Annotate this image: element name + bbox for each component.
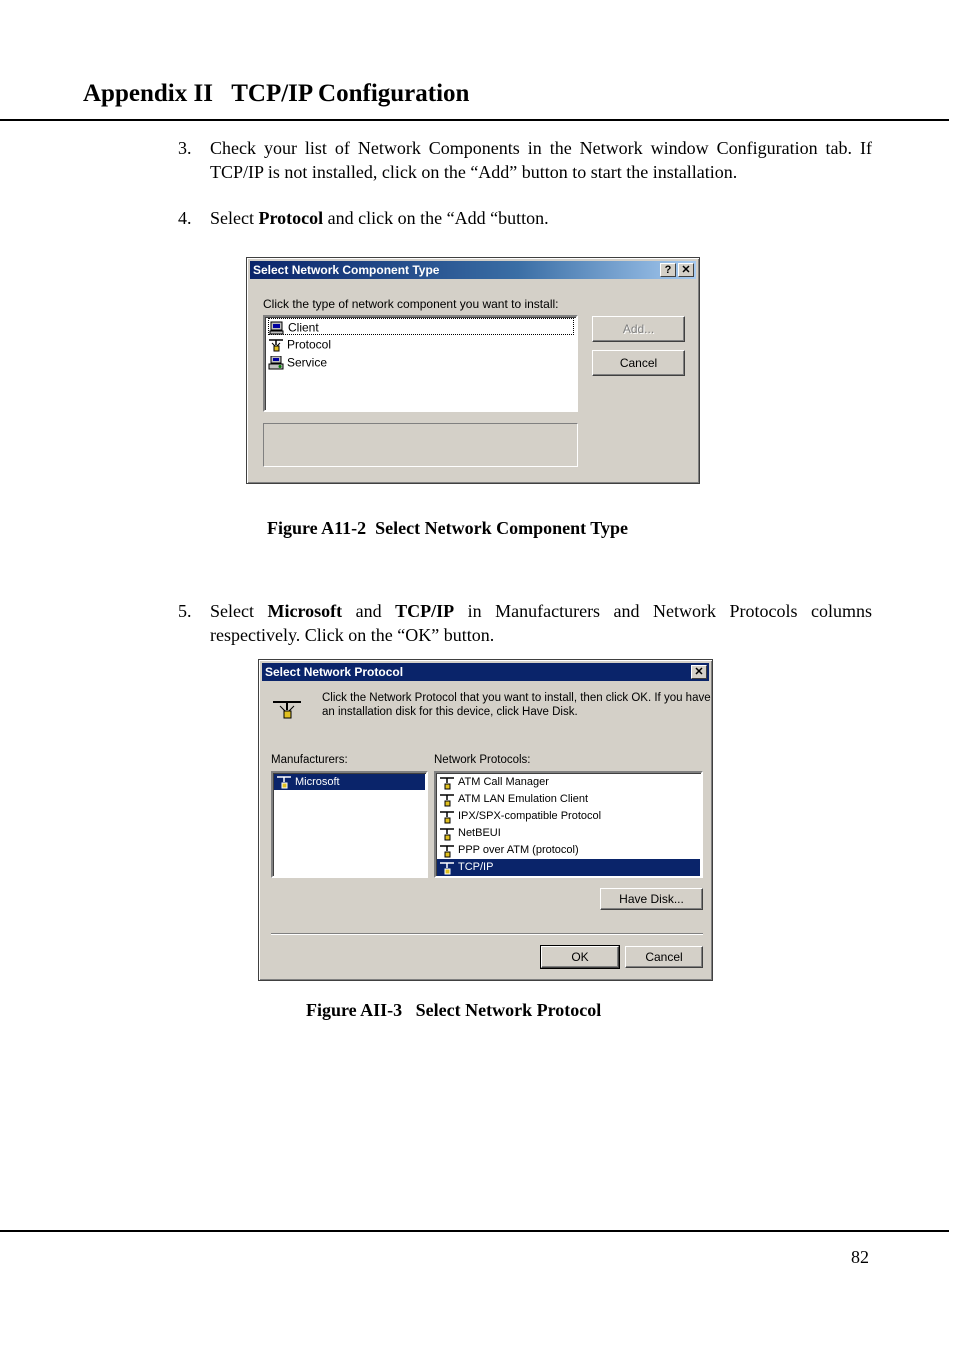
page-title: Appendix II TCP/IP Configuration — [83, 80, 470, 107]
step-number: 4. — [178, 208, 192, 228]
protocol-icon — [439, 793, 455, 807]
list-item-ipx-spx[interactable]: IPX/SPX-compatible Protocol — [439, 808, 601, 825]
protocol-icon — [439, 810, 455, 824]
dialog-titlebar — [262, 663, 709, 681]
cancel-button[interactable]: Cancel — [625, 946, 703, 968]
service-icon — [268, 356, 284, 370]
separator — [271, 933, 703, 935]
list-item-service[interactable]: Service — [268, 354, 327, 371]
protocol-icon — [271, 698, 303, 723]
manufacturers-label: Manufacturers: — [271, 754, 348, 766]
protocol-icon — [439, 827, 455, 841]
figure-caption: Figure A11-2 Select Network Component Type — [267, 518, 628, 538]
step-text: Select Protocol and click on the “Add “button. — [210, 208, 549, 228]
list-item-tcp-ip[interactable]: TCP/IP — [437, 859, 700, 876]
step-text: Check your list of Network Components in the Network window Configuration tab. If TCP/IP is not installed, click on the “Add” button to start the installation. — [210, 138, 872, 182]
dialog-title: Select Network Protocol — [265, 665, 404, 679]
cancel-button[interactable]: Cancel — [592, 350, 685, 376]
description-box — [263, 423, 578, 467]
protocol-icon — [276, 775, 292, 789]
footer-rule — [0, 1230, 949, 1232]
list-item-ppp-over-atm[interactable]: PPP over ATM (protocol) — [439, 842, 579, 859]
instructions-line-1: Click the Network Protocol that you want to install, then click OK. If you have — [322, 692, 711, 704]
component-list[interactable] — [263, 315, 578, 412]
close-button[interactable]: ✕ — [678, 263, 694, 277]
select-network-protocol-dialog — [258, 659, 713, 981]
list-item-atm-lan-emulation[interactable]: ATM LAN Emulation Client — [439, 791, 588, 808]
have-disk-button[interactable]: Have Disk... — [600, 888, 703, 910]
protocol-icon — [439, 861, 455, 875]
step-5 — [178, 600, 872, 648]
ok-button[interactable]: OK — [541, 946, 619, 968]
close-button[interactable]: ✕ — [691, 665, 707, 679]
step-number: 5. — [178, 601, 192, 621]
manufacturers-list[interactable] — [271, 771, 428, 878]
dialog-title: Select Network Component Type — [253, 263, 440, 277]
protocols-label: Network Protocols: — [434, 754, 531, 766]
step-4 — [178, 207, 872, 231]
list-item-netbeui[interactable]: NetBEUI — [439, 825, 501, 842]
step-3 — [178, 137, 872, 185]
dialog-titlebar — [250, 261, 696, 279]
list-item-protocol[interactable]: Protocol — [268, 336, 331, 353]
select-network-component-dialog — [246, 257, 700, 484]
list-item-atm-call-manager[interactable]: ATM Call Manager — [439, 774, 549, 791]
protocols-list[interactable] — [434, 771, 703, 878]
component-prompt: Click the type of network component you want to install: — [263, 297, 559, 311]
header-rule — [0, 119, 949, 121]
step-number: 3. — [178, 138, 192, 158]
list-item-client[interactable]: Client — [268, 318, 574, 335]
add-button[interactable]: Add... — [592, 316, 685, 342]
page-number: 82 — [851, 1247, 869, 1267]
help-button[interactable]: ? — [660, 263, 676, 277]
figure-caption: Figure AII-3 Select Network Protocol — [306, 1000, 602, 1020]
protocol-icon — [439, 844, 455, 858]
protocol-icon — [439, 776, 455, 790]
instructions-line-2: an installation disk for this device, click Have Disk. — [322, 706, 578, 718]
list-item-microsoft[interactable]: Microsoft — [274, 774, 425, 790]
protocol-icon — [268, 338, 284, 352]
step-text: Select Microsoft and TCP/IP in Manufacturers and Network Protocols columns respectively. Click on the “OK” button. — [210, 601, 873, 645]
client-icon — [269, 321, 285, 335]
